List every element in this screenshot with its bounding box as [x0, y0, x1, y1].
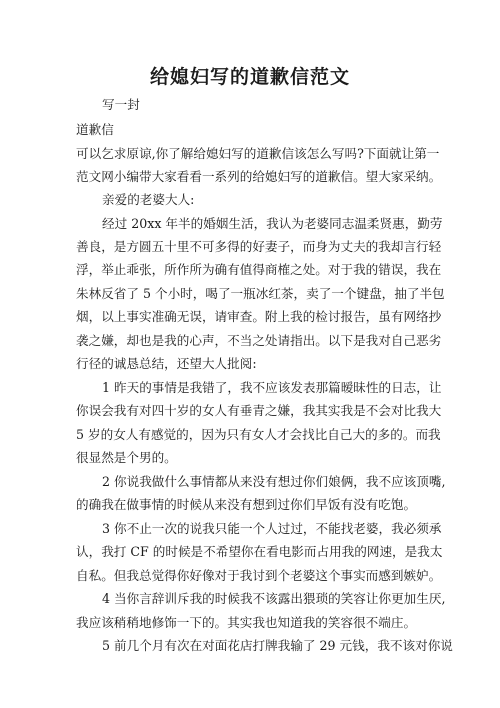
- paragraph-line: 很显然是个男的。: [76, 450, 177, 465]
- paragraph-line: 3 你不止一次的说我只能一个人过过，不能找老婆，我必须承: [102, 521, 442, 536]
- paragraph-line: 4 当你言辞训斥我的时候我不该露出猥琐的笑容让你更加生厌,: [102, 591, 446, 606]
- document-title: 给媳妇写的道歉信范文: [149, 66, 350, 88]
- paragraph-line: 认，我打 CF 的时候是不希望你在看电影而占用我的网速，是我太: [76, 544, 443, 559]
- paragraph-line: 烟，以上事实准确无误，请审查。附上我的检讨报告，虽有网络抄: [76, 309, 442, 324]
- paragraph-line: 亲爱的老婆大人:: [102, 192, 195, 207]
- paragraph-line: 袭之嫌，却也是我的心声，不当之处请指出。以下是我对自己恶劣: [76, 333, 442, 348]
- paragraph-line: 善良，是方圆五十里不可多得的好妻子，而身为丈夫的我却言行轻: [76, 239, 442, 254]
- paragraph-line: 5 前几个月有次在对面花店打牌我输了 29 元钱，我不该对你说: [102, 638, 453, 653]
- paragraph-line: 5 岁的女人有感觉的，因为只有女人才会找比自己大的多的。而我: [76, 427, 441, 442]
- paragraph-line: 经过 20xx 年半的婚姻生活，我认为老婆同志温柔贤惠，勤劳: [102, 216, 443, 231]
- paragraph-line: 1 昨天的事情是我错了，我不应该发表那篇暧昧性的日志，让: [102, 380, 442, 395]
- paragraph-line: 我应该稍稍地修饰一下的。其实我也知道我的笑容很不端庄。: [76, 615, 417, 630]
- paragraph-line: 的确我在做事情的时候从来没有想到过你们早饭有没有吃饱。: [76, 497, 417, 512]
- paragraph-line: 你误会我有对四十岁的女人有垂青之嫌，我其实我是不会对比我大: [76, 403, 442, 418]
- paragraph-line: 浮，举止乖张，所作所为确有值得商榷之处。对于我的错误，我在: [76, 262, 442, 277]
- paragraph-line: 可以乞求原谅,你了解给媳妇写的道歉信该怎么写吗?下面就让第一: [76, 146, 440, 161]
- paragraph-line: 朱林反省了 5 个小时，喝了一瓶冰红茶，卖了一个键盘，抽了半包: [76, 286, 445, 301]
- paragraph-line: 道歉信: [76, 122, 114, 137]
- paragraph-line: 行径的诚恳总结，还望大人批阅:: [76, 356, 257, 371]
- paragraph-line: 2 你说我做什么事情都从来没有想过你们娘俩，我不应该顶嘴,: [102, 474, 446, 489]
- paragraph-line: 范文网小编带大家看看一系列的给媳妇写的道歉信。望大家采纳。: [76, 169, 442, 184]
- paragraph-line: 写一封: [102, 97, 140, 112]
- paragraph-line: 自私。但我总觉得你好像对于我讨到个老婆这个事实而感到嫉妒。: [76, 568, 442, 583]
